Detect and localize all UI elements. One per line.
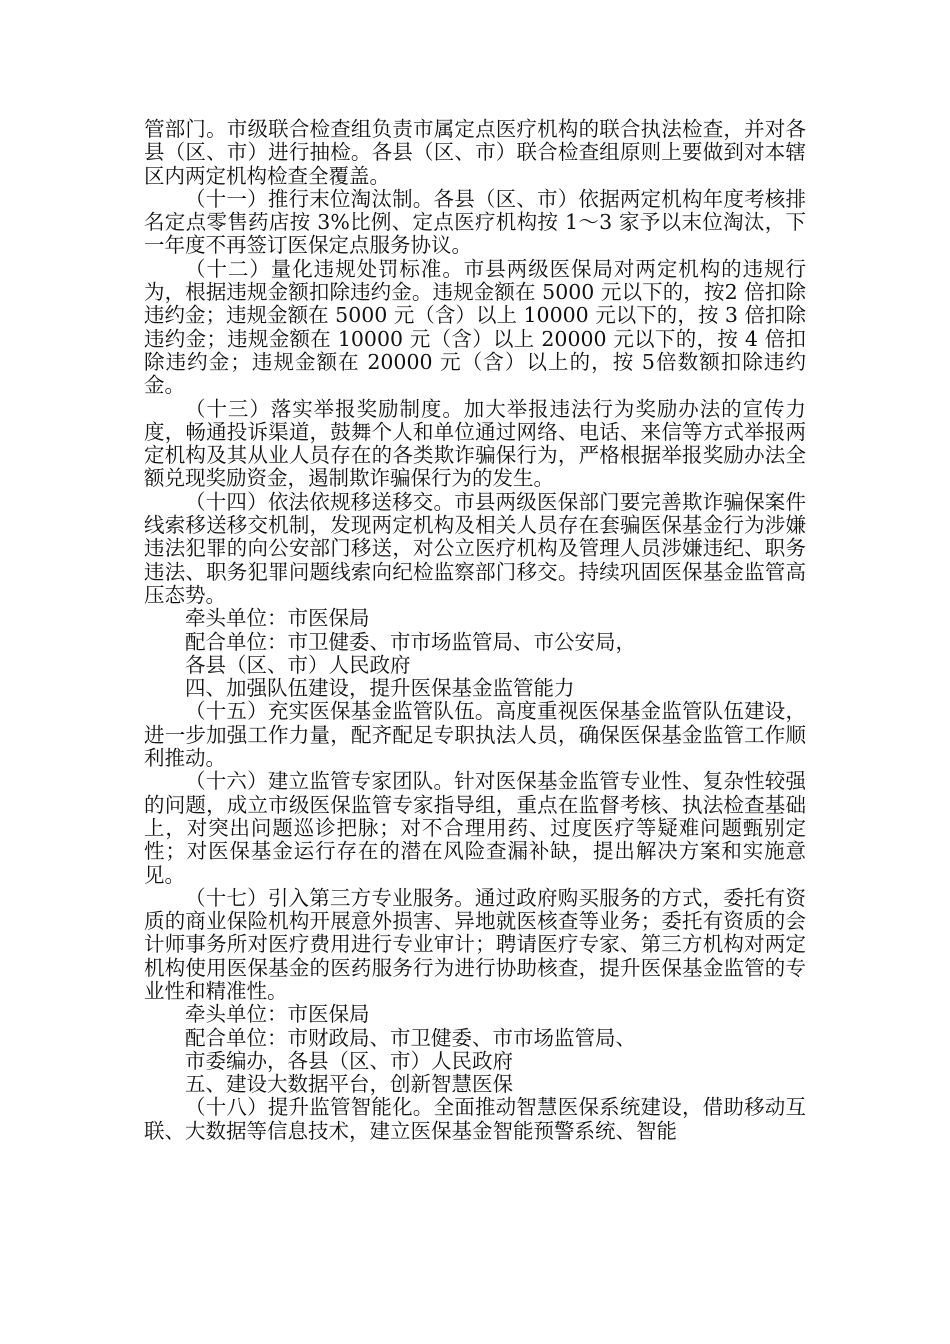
lead-unit-line: 牵头单位：市医保局 [185,606,370,631]
section-heading-5: 五、建设大数据平台，创新智慧医保 [185,1072,513,1097]
paragraph-item-17: （十七）引入第三方专业服务。通过政府购买服务的方式，委托有资质的商业保险机构开展意外损害、异地就医核查等业务；委托有资质的会计师事务所对医疗费用进行专业审计；聘请医疗专家、第三方机构对两定机构使用医保基金的医药服务行为进行协助核查，提升医保基金监管的专业性和精准性。 [144,885,806,1003]
paragraph-item-12: （十二）量化违规处罚标准。市县两级医保局对两定机构的违规行为，根据违规金额扣除违约金。违规金额在 5000 元以下的，按2 倍扣除违约金；违规金额在 5000 元（含）以上 10000 元以下的，按 3 倍扣除违约金；违规金额在 10000 元（含）以上 20000 元以下的，按 4 倍扣除违约金；违规金额在 20000 元（含）以上的，按 5倍数额扣除违约金。 [144,256,806,398]
paragraph-item-16: （十六）建立监管专家团队。针对医保基金监管专业性、复杂性较强的问题，成立市级医保监管专家指导组，重点在监督考核、执法检查基础上，对突出问题巡诊把脉；对不合理用药、过度医疗等疑难问题甄别定性；对医保基金运行存在的潜在风险查漏补缺，提出解决方案和实施意见。 [144,769,806,887]
paragraph-continuation: 管部门。市级联合检查组负责市属定点医疗机构的联合执法检查，并对各县（区、市）进行抽检。各县（区、市）联合检查组原则上要做到对本辖区内两定机构检查全覆盖。 [144,117,806,188]
section-heading-4: 四、加强队伍建设，提升医保基金监管能力 [185,676,575,701]
cooperating-units-line: 配合单位：市财政局、市卫健委、市市场监管局、 [185,1025,636,1050]
lead-unit-line: 牵头单位：市医保局 [185,1002,370,1027]
cooperating-units-line-continued: 市委编办，各县（区、市）人民政府 [185,1048,513,1073]
paragraph-item-15: （十五）充实医保基金监管队伍。高度重视医保基金监管队伍建设，进一步加强工作力量，配齐配足专职执法人员，确保医保基金监管工作顺利推动。 [144,699,806,771]
document-page [144,118,806,1143]
cooperating-units-line-continued: 各县（区、市）人民政府 [185,652,411,677]
paragraph-item-13: （十三）落实举报奖励制度。加大举报违法行为奖励办法的宣传力度，畅通投诉渠道，鼓舞个人和单位通过网络、电话、来信等方式举报两定机构及其从业人员存在的各类欺诈骗保行为，严格根据举报奖励办法全额兑现奖励资金，遏制欺诈骗保行为的发生。 [144,396,806,491]
paragraph-item-14: （十四）依法依规移送移交。市县两级医保部门要完善欺诈骗保案件线索移送移交机制，发现两定机构及相关人员存在套骗医保基金行为涉嫌违法犯罪的向公安部门移送，对公立医疗机构及管理人员涉嫌违纪、职务违法、职务犯罪问题线索向纪检监察部门移交。持续巩固医保基金监管高压态势。 [144,489,806,607]
paragraph-item-18: （十八）提升监管智能化。全面推动智慧医保系统建设，借助移动互联、大数据等信息技术，建立医保基金智能预警系统、智能 [144,1095,806,1143]
cooperating-units-line: 配合单位：市卫健委、市市场监管局、市公安局， [185,629,636,654]
paragraph-item-11: （十一）推行末位淘汰制。各县（区、市）依据两定机构年度考核排名定点零售药店按 3%比例、定点医疗机构按 1～3 家予以末位淘汰，下一年度不再签订医保定点服务协议。 [144,186,806,258]
